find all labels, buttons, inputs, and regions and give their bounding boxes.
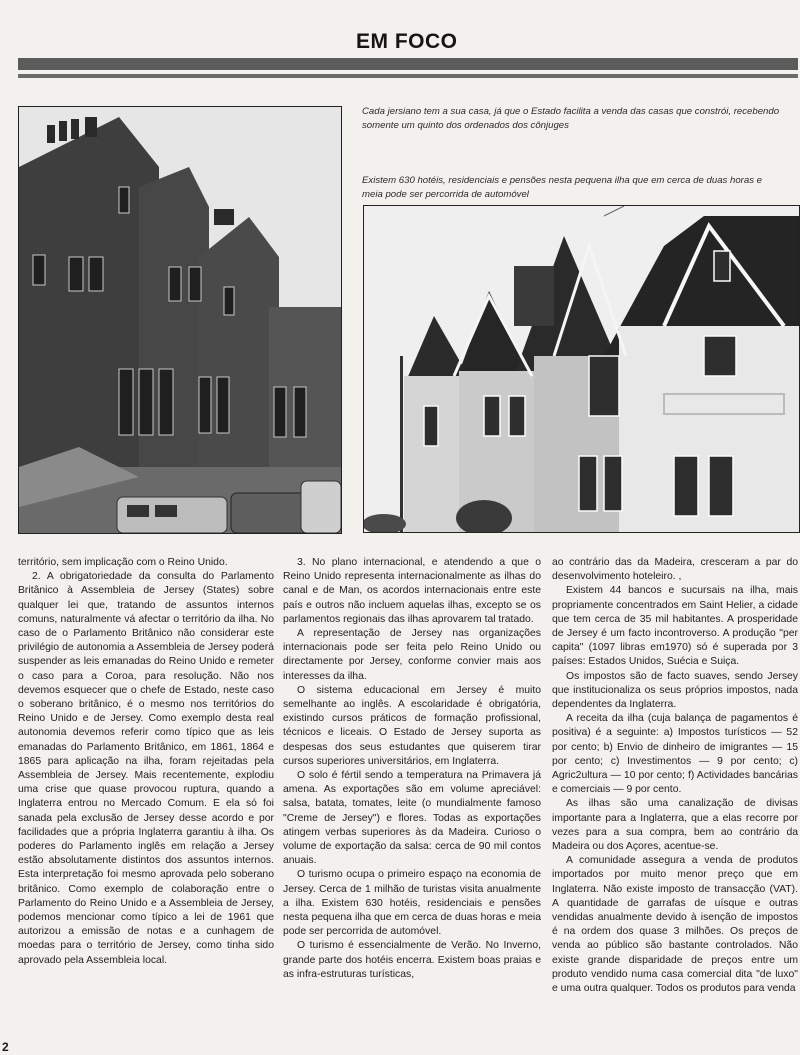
caption-top: Cada jersiano tem a sua casa, já que o Estado facilita a venda das casas que constrói, recebendo somente um quinto dos ordenados dos cônjuges: [362, 106, 780, 131]
text-column-3: [552, 556, 798, 996]
header-rule-thin: [18, 74, 798, 78]
paragraph: O turismo é essencialmente de Verão. No Inverno, grande parte dos hotéis encerra. Existem boas praias e as infra-estruturas turísticas,: [283, 940, 541, 980]
photo-victorian-houses: [363, 205, 800, 533]
paragraph: O turismo ocupa o primeiro espaço na economia de Jersey. Cerca de 1 milhão de turistas visita anualmente a ilha. Existem 630 hotéis, residenciais e pensões nesta pequena ilha que em cerca de duas horas e meia pode ser percorrida de automóvel.: [283, 869, 541, 938]
paragraph: território, sem implicação com o Reino Unido.: [18, 557, 228, 568]
photo-stone-townhouses: [18, 106, 342, 534]
paragraph: 2. A obrigatoriedade da consulta do Parlamento Britânico à Assembleia de Jersey (States) sobre qualquer lei que, tratando de assuntos internos comuns, naturalmente vá afectar o território da ilha. No caso de o Parlamento Britânico não considerar este privilégio de autonomia a Assembleia de Jersey poderá suspender as leis emanadas do Reino Unido e remeter o caso para a Coroa, para resolução. Não nos devemos esquecer que o chefe de Estado, neste caso o soberano britânico, é o mesmo nos territórios do Reino Unido e de Jersey. Como exemplo desta real autonomia devemos referir como típico que as leis emanadas do Parlamento Britânico, em 1861, 1864 e 1865 para aplicação na ilha, foram rejeitadas pela Assembleia de Jersey. Mais recentemente, explodiu uma crise que quase provocou ruptura, quando a Inglaterra entrou no Mercado Comum. E ela só foi sanada pela exclusão de Jersey desse acordo e por facilidades que a própria Inglaterra garantiu à ilha. Os poderes do Parlamento inglês em relação a Jersey estão absolutamente distintos dos assuntos internos. Esta interpretação foi mesmo aprovada pelo soberano britânico. Como exemplo de colaboração entre o Parlamento do Reino Unido e a Assembleia de Jersey, podemos mencionar como típico a lei de 1961 que autorizou a emissão de notas e a cunhagem de moedas para o território de Jersey, como tinha sido aprovado pela Assembleia local.: [18, 571, 274, 966]
paragraph: O solo é fértil sendo a temperatura na Primavera já amena. As exportações são em volume apreciável: salsa, batata, tomates, leite (o mundialmente famoso "Creme de Jersey") e flores. Todas as exportações atingem verbas superiores às da Madeira. Curioso o volume de exportação da salsa: cerca de 90 mil contos anuais.: [283, 770, 541, 867]
caption-right-photo: Existem 630 hotéis, residenciais e pensões nesta pequena ilha que em cerca de duas horas e meia pode ser percorrida de automóvel: [362, 175, 762, 200]
paragraph: As ilhas são uma canalização de divisas importante para a Inglaterra, que a elas recorre por vezes para a sua compra, bem ao contrário da Madeira ou dos Açores, acentue-se.: [552, 798, 798, 853]
paragraph: 3. No plano internacional, e atendendo a que o Reino Unido representa internacionalmente as ilhas do canal e de Man, os acordos internacionais entre este país e outros não incluem aquelas ilhas, excepto se os parlamentos regionais das ilhas aprovarem tal tratado.: [283, 557, 541, 625]
section-title: EM FOCO: [356, 30, 458, 53]
header-rule-thick: [18, 58, 798, 70]
paragraph: O sistema educacional em Jersey é muito semelhante ao inglês. A escolaridade é obrigatória, existindo cursos práticos de formação profissional, técnicos e liceais. O Estado de Jersey suporta as despesas dos seus estudantes que quiserem tirar cursos superiores universitários, em Inglaterra.: [283, 684, 541, 767]
paragraph: A comunidade assegura a venda de produtos importados por muito menor preço que em Inglaterra. Não existe imposto de transacção (VAT). A quantidade de garrafas de uísque e outras vendidas anualmente devido à isenção de impostos é na ordem dos quase 3 milhões. Os preços de venda ao público são bastante controlados. Não existe grande disparidade de preços entre um produto vendido numa casa comercial dita "de luxo" e uma outra qualquer. Todos os produtos para venda: [552, 855, 798, 995]
paragraph: A receita da ilha (cuja balança de pagamentos é positiva) é a seguinte: a) Impostos turísticos — 52 por cento; b) Envio de dinheiro de imigrantes — 15 por cento; c) Investimentos — 9 por cento; c) Agric2ultura — 10 por cento; f) Actividades bancárias e comerciais — 9 por cento.: [552, 713, 798, 796]
text-column-1: [18, 556, 274, 968]
paragraph: ao contrário das da Madeira, cresceram a par do desenvolvimento hoteleiro. ,: [552, 557, 798, 583]
paragraph: Os impostos são de facto suaves, sendo Jersey que institucionaliza os seus próprios impostos, nada dependentes da Inglaterra.: [552, 670, 798, 711]
page-number: 2: [2, 1040, 9, 1054]
paragraph: Existem 44 bancos e sucursais na ilha, mais propriamente concentrados em Saint Helier, a cidade que tem cerca de 35 mil habitantes. A prosperidade de Jersey é um facto incontroverso. A produção "per capita" (1097 libras em1970) só é superada por 3 países: Estados Unidos, Suécia e Suiça.: [552, 585, 798, 668]
text-column-2: [283, 556, 541, 982]
paragraph: A representação de Jersey nas organizações internacionais pode ser feita pelo Reino Unido ou directamente por Jersey, conforme convier mais aos interesses da ilha.: [283, 628, 541, 682]
